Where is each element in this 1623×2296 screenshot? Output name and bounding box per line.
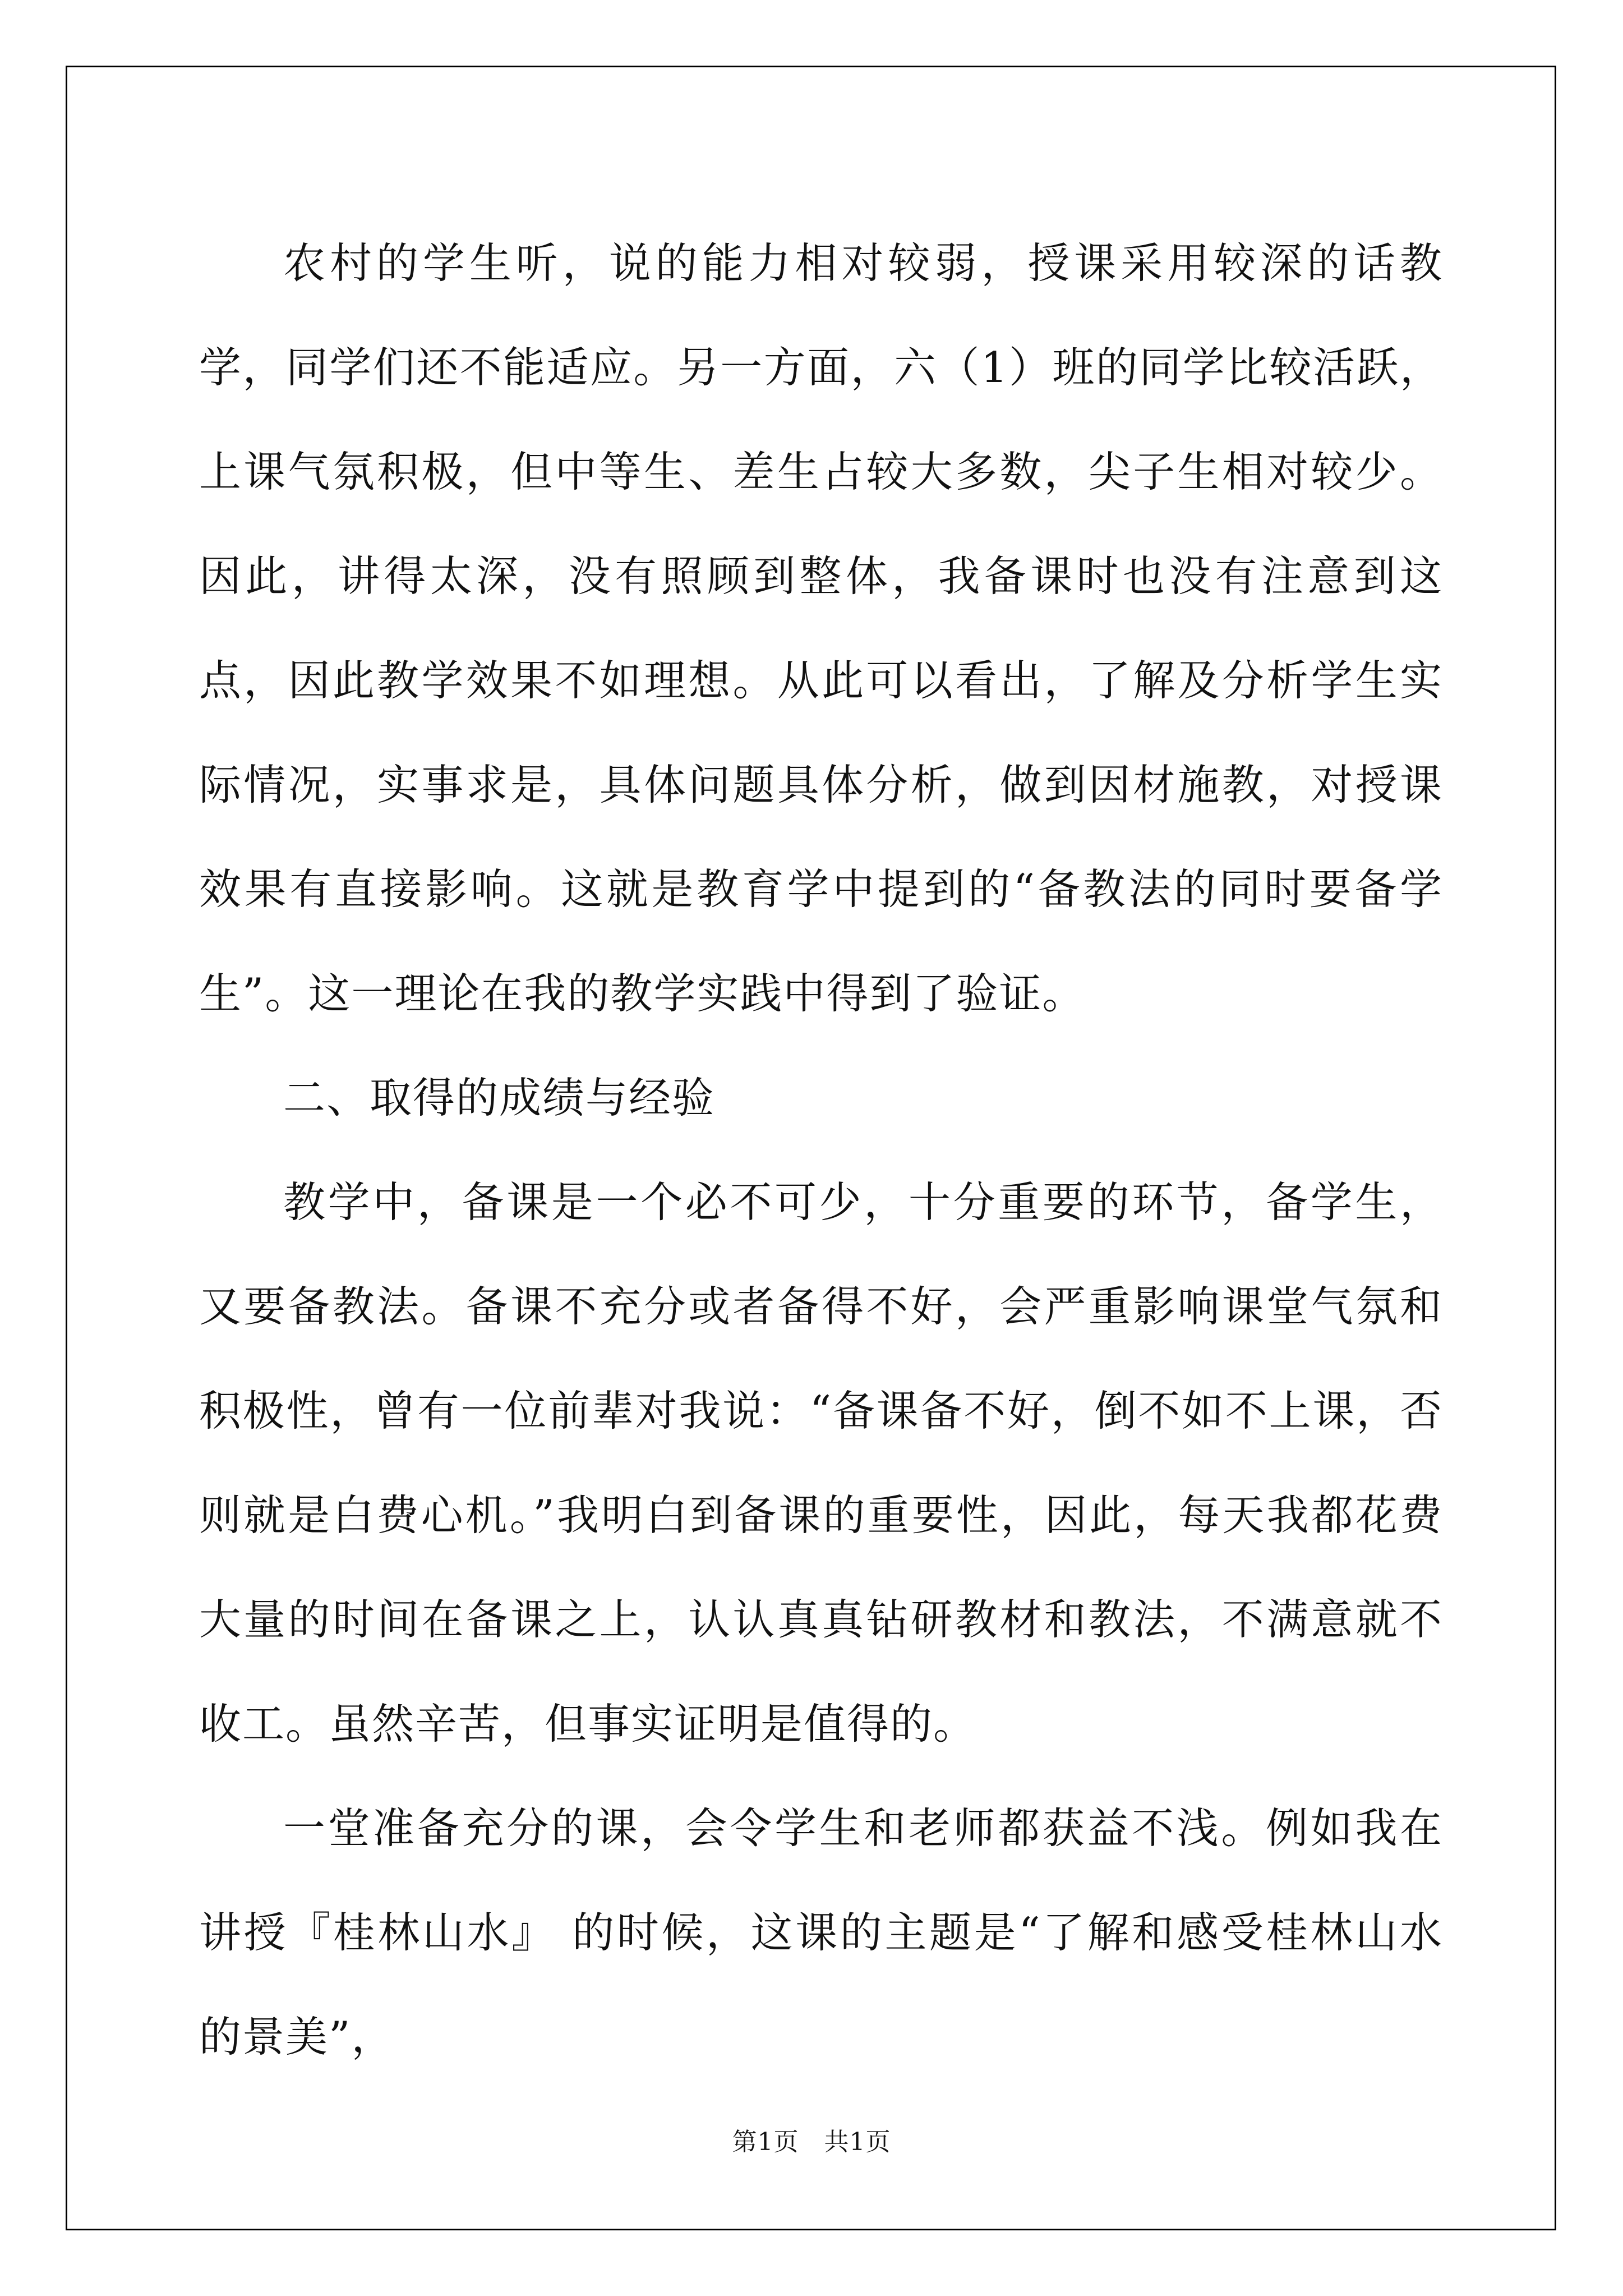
paragraph-3: 一堂准备充分的课，会令学生和老师都获益不浅。例如我在讲授『桂林山水』 的时候，这课的主题是“了解和感受桂林山水的景美”，: [199, 1803, 1443, 2062]
paragraph-1: 农村的学生听，说的能力相对较弱，授课采用较深的话教学，同学们还不能适应。另一方面，六（1）班的同学比较活跃，上课气氛积极，但中等生、差生占较大多数，尖子生相对较少。因此，讲得太深，没有照顾到整体，我备课时也没有注意到这点，因此教学效果不如理想。从此可以看出，了解及分析学生实际情况，实事求是，具体问题具体分析，做到因材施教，对授课效果有直接影响。这就是教育学中提到的“备教法的同时要备学生”。这一理论在我的教学实践中得到了验证。: [199, 238, 1443, 1018]
paragraph-2: 教学中，备课是一个必不可少，十分重要的环节，备学生，又要备教法。备课不充分或者备得不好，会严重影响课堂气氛和积极性，曾有一位前辈对我说：“备课备不好，倒不如不上课，否则就是白费心机。”我明白到备课的重要性，因此，每天我都花费大量的时间在备课之上，认认真真钻研教材和教法，不满意就不收工。虽然辛苦，但事实证明是值得的。: [199, 1177, 1443, 1749]
section-heading: 二、取得的成绩与经验: [283, 1073, 716, 1122]
page-number: 第1页 共1页: [732, 2128, 891, 2156]
document-body: [199, 211, 1443, 2089]
